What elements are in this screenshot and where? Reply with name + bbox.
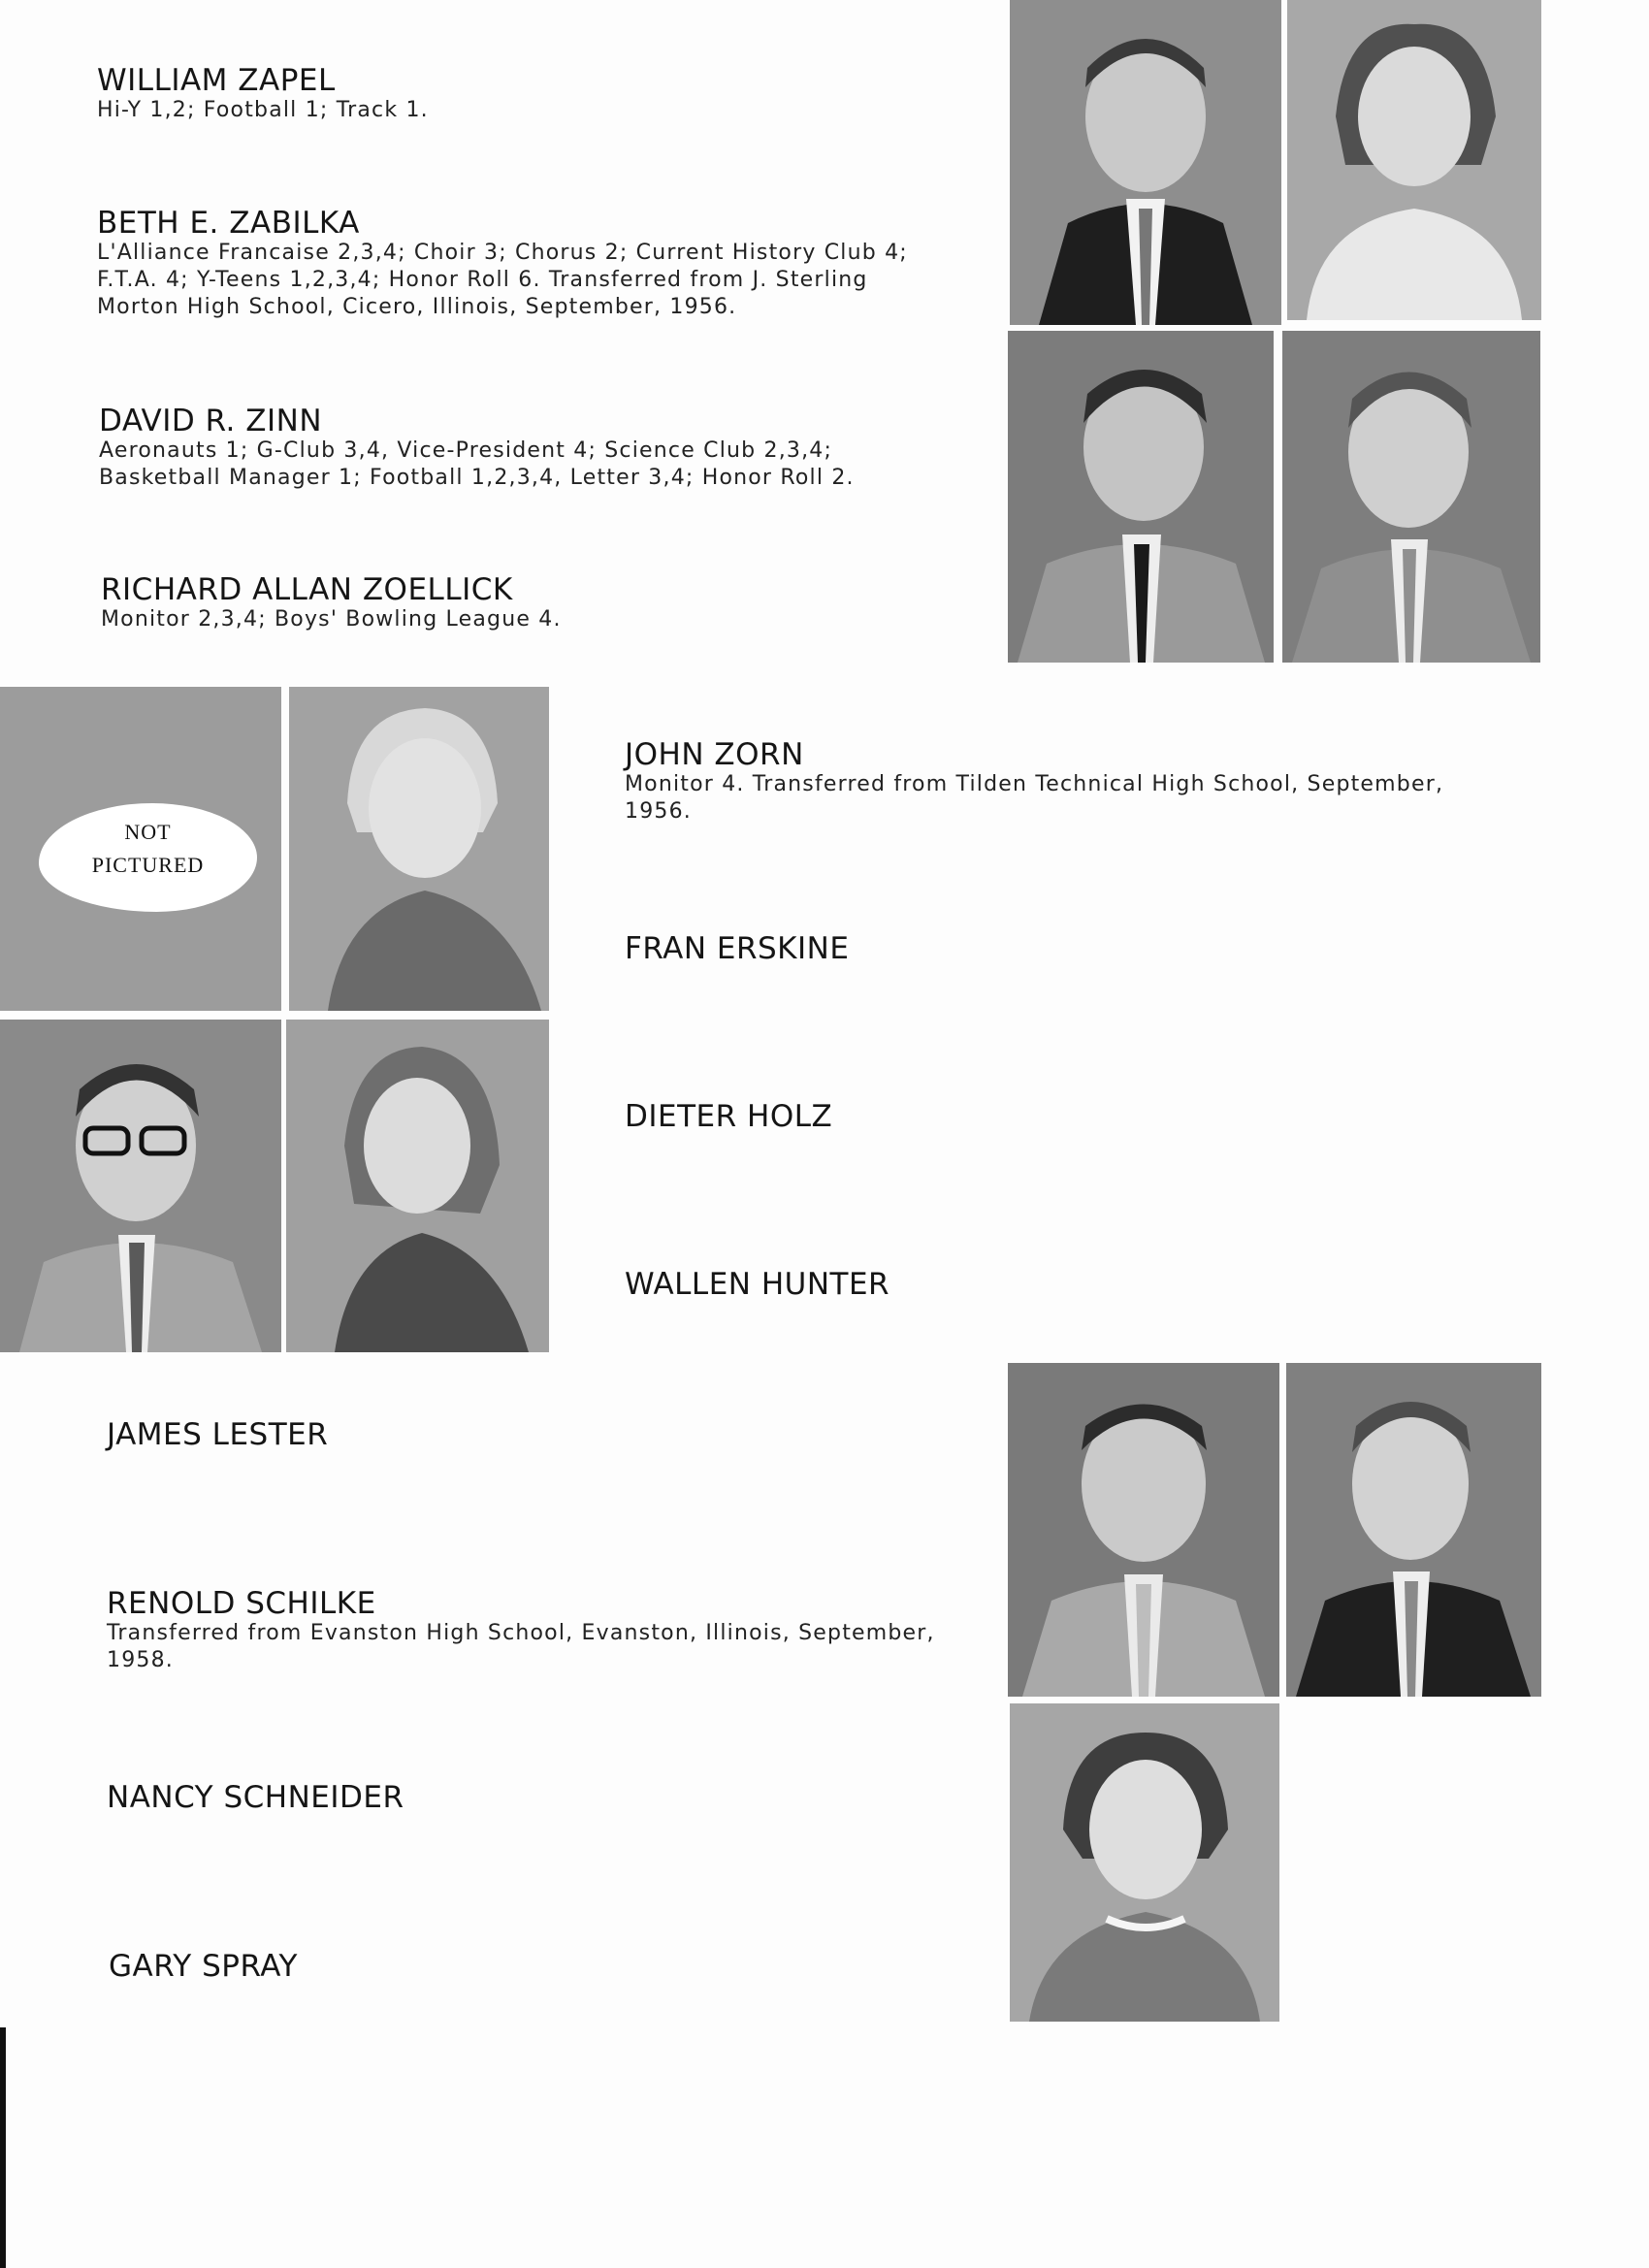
- student-activities: L'Alliance Francaise 2,3,4; Choir 3; Chorus 2; Current History Club 4; F.T.A. 4; Y-Teens 1,2,3,4; Honor Roll 6. Transferred from J. Sterling Morton High School, Cicero, Illinois, September, 1956.: [97, 241, 908, 319]
- student-name: BETH E. ZABILKA: [97, 206, 360, 241]
- entry-dieter-holz: [625, 1100, 832, 1133]
- portrait-photo: [286, 1020, 549, 1352]
- portrait-photo: [1282, 331, 1540, 663]
- student-name: WALLEN HUNTER: [625, 1267, 890, 1302]
- student-name: DAVID R. ZINN: [99, 404, 323, 438]
- student-name: JOHN ZORN: [625, 737, 804, 772]
- student-name: NANCY SCHNEIDER: [107, 1780, 404, 1815]
- page-edge-shadow: [0, 2027, 6, 2268]
- portrait-photo: [1008, 1363, 1279, 1697]
- entry-wallen-hunter: [625, 1268, 889, 1301]
- student-activities: Hi-Y 1,2; Football 1; Track 1.: [97, 98, 429, 122]
- entry-fran-erskine: [625, 932, 849, 965]
- portrait-photo: [1008, 331, 1274, 663]
- portrait-photo: [0, 1020, 281, 1352]
- portrait-photo: [289, 687, 549, 1011]
- portrait-photo: [1010, 1703, 1279, 2022]
- student-name: GARY SPRAY: [109, 1949, 298, 1984]
- portrait-photo: [1287, 0, 1541, 320]
- student-name: FRAN ERSKINE: [625, 931, 850, 966]
- entry-beth-zabilka: [97, 207, 941, 321]
- not-pictured-box: [0, 687, 281, 1011]
- entry-william-zapel: [97, 64, 970, 124]
- not-pictured-label: NOT PICTURED: [91, 820, 205, 877]
- student-activities: Transferred from Evanston High School, Evanston, Illinois, September, 1958.: [107, 1621, 935, 1672]
- entry-renold-schilke: [107, 1587, 980, 1674]
- student-activities: Aeronauts 1; G-Club 3,4, Vice-President 4; Science Club 2,3,4; Basketball Manager 1; Football 1,2,3,4, Letter 3,4; Honor Roll 2.: [99, 438, 855, 490]
- student-name: RENOLD SCHILKE: [107, 1586, 376, 1621]
- portrait-photo: [1010, 0, 1281, 325]
- student-name: DIETER HOLZ: [625, 1099, 833, 1134]
- entry-james-lester: [107, 1418, 328, 1451]
- student-activities: Monitor 4. Transferred from Tilden Technical High School, September, 1956.: [625, 772, 1444, 824]
- entry-david-zinn: [99, 405, 943, 492]
- entry-nancy-schneider: [107, 1781, 404, 1814]
- entry-gary-spray: [109, 1950, 298, 1983]
- student-name: JAMES LESTER: [107, 1417, 329, 1452]
- student-activities: Monitor 2,3,4; Boys' Bowling League 4.: [101, 607, 562, 632]
- student-name: RICHARD ALLAN ZOELLICK: [101, 572, 513, 607]
- entry-richard-zoellick: [101, 573, 945, 633]
- entry-john-zorn: [625, 738, 1469, 826]
- student-name: WILLIAM ZAPEL: [97, 63, 336, 98]
- portrait-photo: [1286, 1363, 1541, 1697]
